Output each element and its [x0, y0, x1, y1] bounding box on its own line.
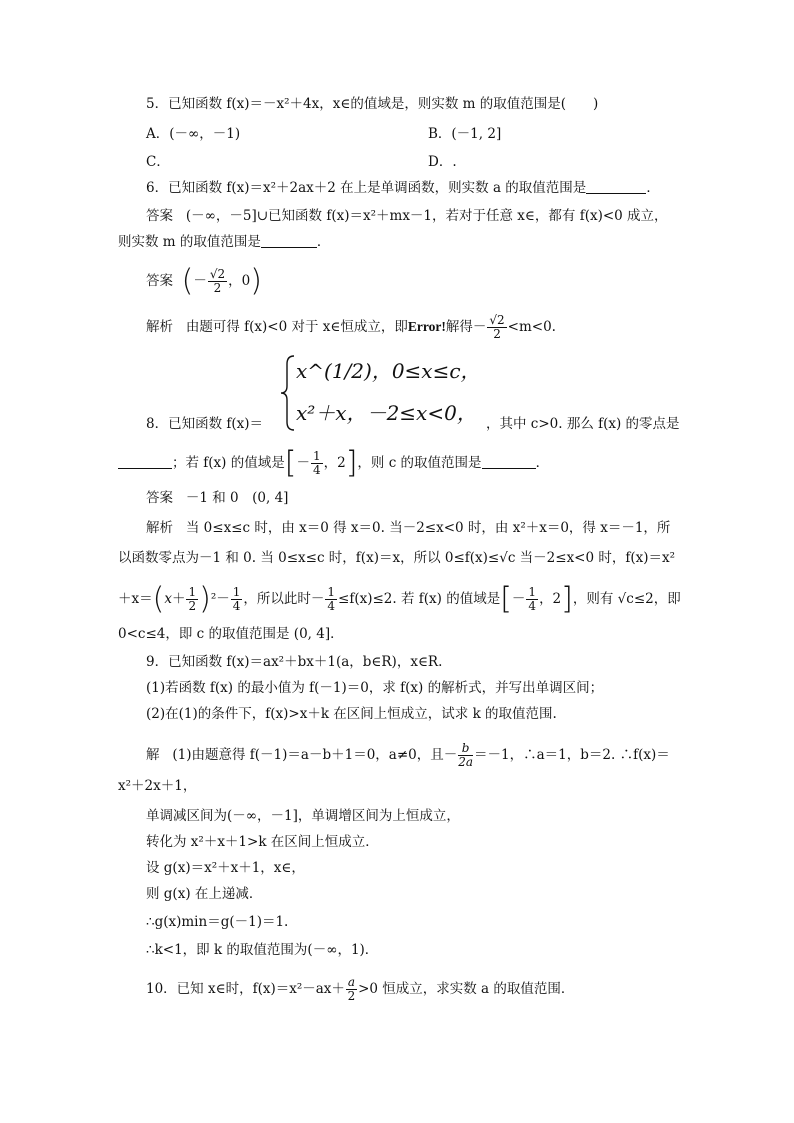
q7-stem-text: 则实数 m 的取值范围是	[118, 234, 261, 250]
q5-option-b: B．(－1, 2]	[428, 126, 502, 142]
q5-option-c: C．	[146, 154, 170, 170]
q9-solution-line8: ∴k<1，即 k 的取值范围为(－∞，1)．	[146, 942, 379, 958]
analysis-label: 解析	[146, 520, 173, 536]
answer-label: 答案	[146, 490, 173, 506]
q9-solution-line4: 转化为 x²＋x＋1>k 在区间上恒成立．	[146, 834, 379, 850]
q5-stem: 5．已知函数 f(x)＝－x²＋4x，x∈的值域是，则实数 m 的取值范围是( )	[146, 96, 599, 112]
q8-stem: 8．已知函数 f(x)＝	[146, 416, 264, 432]
q9-solution-line3: 单调减区间为(－∞，－1]，单调增区间为上恒成立，	[146, 808, 460, 824]
q8-stem-tail: ，其中 c>0. 那么 f(x) 的零点是	[486, 416, 680, 432]
q7-answer: 答案 (－ $\frac{√2}{2}$ ，0)	[146, 263, 262, 299]
piecewise-brace	[278, 354, 298, 432]
q8-analysis-line1: 解析 当 0≤x≤c 时，由 x＝0 得 x＝0. 当－2≤x<0 时，由 x²＋x＝0，得 x＝－1，所	[146, 520, 671, 536]
q8-analysis-line4: 0<c≤4，即 c 的取值范围是 (0, 4]．	[118, 626, 344, 642]
q9-part2: (2)在(1)的条件下，f(x)>x＋k 在区间上恒成立，试求 k 的取值范围.	[146, 706, 557, 722]
answer-blank	[482, 454, 536, 469]
q6-answer-text: (－∞，－5]∪已知函数 f(x)＝x²＋mx－1，若对于任意 x∈，都有 f(x)<0 成立，	[185, 208, 668, 224]
q7-stem-cont: 则实数 m 的取值范围是 ．	[118, 234, 331, 250]
answer-blank	[261, 233, 317, 248]
q9-stem: 9．已知函数 f(x)＝ax²＋bx＋1(a，b∈R)，x∈R.	[146, 654, 443, 670]
q6-stem	[146, 178, 660, 198]
q5-option-d: D．.	[428, 154, 457, 170]
analysis-label: 解析	[146, 319, 173, 335]
q5-option-a: A．(－∞，－1)	[146, 126, 241, 142]
sqrt2-over-2: $\frac{√2}{2}$	[489, 313, 505, 341]
q9-solution-line6: 则 g(x) 在上递减．	[146, 886, 263, 902]
answer-blank	[118, 454, 172, 469]
piecewise-case-1: x^(1/2)，0≤x≤c，	[296, 359, 481, 383]
q6-stem-text: 6．已知函数 f(x)＝x²＋2ax＋2 在上是单调函数，则实数 a 的取值范围是	[146, 180, 587, 196]
q8-answer: 答案 －1 和 0 (0, 4]	[146, 490, 289, 506]
fraction-1-4: $\frac{1}{4}$	[312, 449, 321, 477]
piecewise-case-2: x²＋x，－2≤x<0，	[296, 401, 477, 425]
solution-label: 解	[146, 747, 160, 763]
q10-stem: 10．已知 x∈时，f(x)＝x²－ax＋ $\frac{a}{2}$ >0 恒成立，求实数 a 的取值范围．	[146, 975, 575, 1003]
q9-solution-line1: 解 (1)由题意得 f(－1)＝a－b＋1＝0，a≠0，且－ $\frac{b}{2a}$ ＝－1，∴a＝1，b＝2. ∴f(x)＝	[146, 741, 670, 769]
q9-solution-line5: 设 g(x)＝x²＋x＋1，x∈，	[146, 860, 305, 876]
error-text: Error!	[407, 319, 446, 334]
q9-part1: (1)若函数 f(x) 的最小值为 f(－1)＝0，求 f(x) 的解析式，并写出单调区间；	[146, 680, 604, 696]
q8-analysis-line2: 以函数零点为－1 和 0. 当 0≤x≤c 时，f(x)＝x，所以 0≤f(x)≤√c 当－2≤x<0 时，f(x)＝x²	[118, 550, 676, 566]
answer-blank	[586, 179, 646, 194]
answer-label: 答案	[146, 208, 173, 224]
q6-answer	[146, 206, 668, 226]
fraction-a-2: $\frac{a}{2}$	[347, 975, 356, 1003]
q9-solution-line7: ∴g(x)min＝g(－1)＝1.	[146, 914, 289, 930]
answer-label: 答案	[146, 273, 173, 289]
sqrt2-over-2: $\frac{√2}{2}$	[209, 267, 226, 295]
q7-analysis: 解析 由题可得 f(x)<0 对于 x∈恒成立，即Error!解得－ $\frac{√2}{2}$ <m<0.	[146, 313, 556, 341]
q9-solution-line2: x²＋2x＋1，	[118, 778, 197, 794]
q6-stem-end: ．	[646, 180, 660, 196]
fraction-b-2a: $\frac{b}{2a}$	[458, 741, 474, 769]
q8-analysis-line3: ＋x＝(x＋ $\frac{1}{2}$ )²－ $\frac{1}{4}$ ，所以此时－ $\frac{1}{4}$ ≤f(x)≤2. 若 f(x) 的值域是[－ $\frac{1}{4}$ ，2]，则有 √c≤2，即	[118, 581, 681, 617]
q8-line2: ；若 f(x) 的值域是[－ $\frac{1}{4}$ ，2]，则 c 的取值范围是 ．	[118, 448, 549, 478]
